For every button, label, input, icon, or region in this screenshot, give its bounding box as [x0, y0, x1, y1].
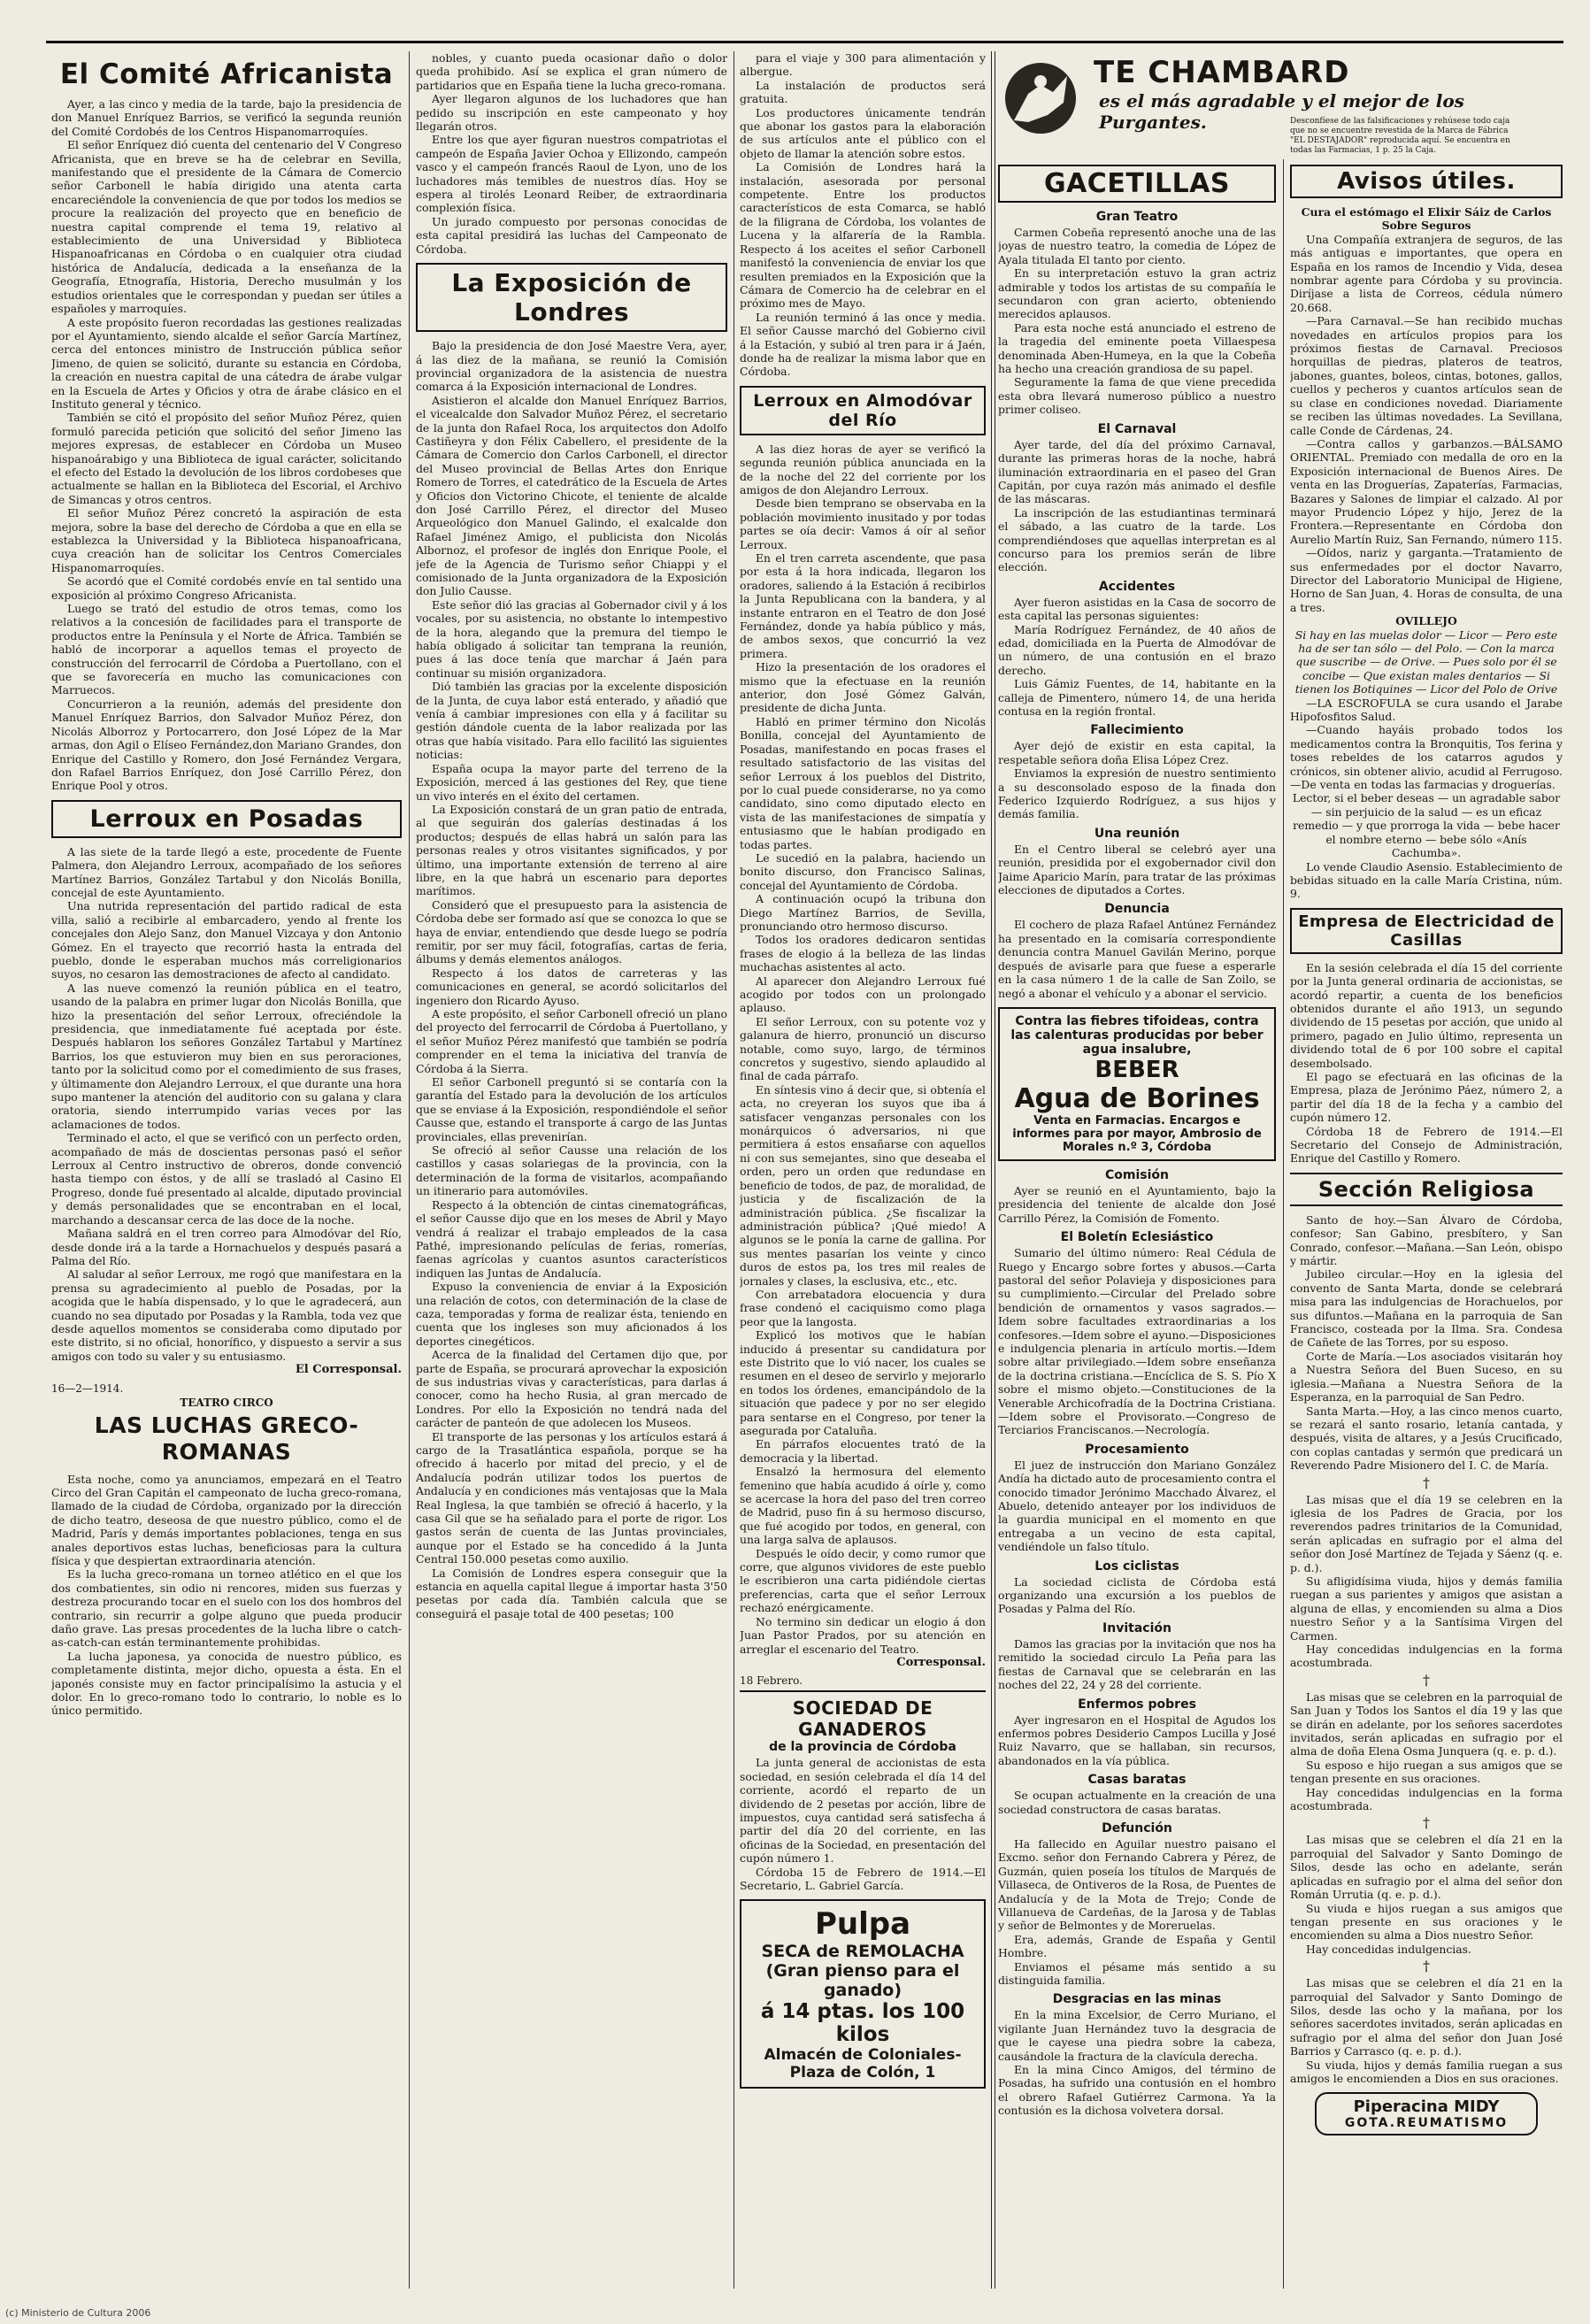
subhead-casas-baratas: Casas baratas: [1087, 1773, 1187, 1788]
headline-lerroux-posadas: Lerroux en Posadas: [51, 800, 402, 838]
paragraph: Enviamos el pésame más sentido a su distinguida familia.: [998, 1959, 1276, 1987]
item-denuncia: [998, 918, 1276, 999]
paragraph: Su viuda e hijos ruegan a sus amigos que tengan presente en sus oraciones y le encomienden su alma a Dios nuestro Señor.: [1290, 1901, 1563, 1943]
paragraph: Habló en primer término don Nicolás Bonilla, concejal del Ayuntamiento de Posadas, manifestando en pocas frases el resultado satisfactorio de las visitas del señor Lerroux á los pueblos del Distrito, por lo cual puede considerarse, no ya como candidato, sino como diputado electo en vista de las manifestaciones de simpatía y entusiasmo que le habían prodigado en todas partes.: [740, 714, 986, 851]
paragraph: Dió también las gracias por la excelente disposición de la Junta, de cuya labor está enterado, y añadió que venía á cambiar impresiones con ella y á facilitar su gestión dándole cuenta de la labor realizada por las otras que había visitado. Para ello facilitó las siguientes noticias:: [416, 680, 727, 762]
headline-avisos-utiles: Avisos útiles.: [1290, 165, 1563, 198]
paragraph: para el viaje y 300 para alimentación y albergue.: [740, 51, 986, 79]
paragraph: El juez de instrucción don Mariano González Andía ha dictado auto de procesamiento contra el conocido timador Jerónimo Macchado Álvarez, el Abuelo, detenido anteayer por los individuos de la guardia municipal en el momento en que entregaba a un vecino de esta capital, vendiéndole un falso título.: [998, 1458, 1276, 1554]
paragraph: Las misas que se celebren en la parroquial de San Juan y Todos los Santos el día 19 y las que se dirán en adelante, por los señores sacerdotes invitados, serán aplicadas en sufragio por el alma de doña Elena Osma Junquera (q. e. p. d.).: [1290, 1689, 1563, 1758]
paragraph: El señor Muñoz Pérez concretó la aspiración de esta mejora, sobre la base del derecho de Córdoba a que en ella se establezca la Universidad y la Biblioteca hispanoafricana, cuya creación han de solicitar los Centros Comerciales Hispanomarroquíes.: [51, 506, 402, 574]
kicker-teatro-circo: TEATRO CIRCO: [180, 1396, 273, 1409]
ad-te-chambard-fineprint: Desconfíese de las falsificaciones y rehúsese todo caja que no se encuentre revestida de la Marca de Fábrica "EL DESTAJADOR" reproducida aquí. Se encuentra en todas las Farmacias, 1 p. 25 la Caja.: [1290, 117, 1510, 155]
notice-sociedad-ganaderos: [740, 1756, 986, 1892]
paragraph: El señor Enríquez dió cuenta del centenario del V Congreso Africanista, que en breve se ha de celebrar en Sevilla, manifestando que el presidente de la Cámara de Comercio señor Carbonell le había dirigido una atenta carta encareciéndole la conveniencia de que por todos los medios se procure la realización del proyecto que en beneficio de nuestra capital comprende el tema 19, relativo al establecimiento de una Universidad y Biblioteca Hispanoafricanas en Córdoba o en cualquier otra ciudad histórica de Andalucía, dedicada a la enseñanza de la Geografía, Etnografía, Historia, Derecho musulmán y los estudios orientales que le correspondan y puedan ser útiles a españoles y marroquíes.: [51, 138, 402, 316]
paragraph: Respecto á los datos de carreteras y las comunicaciones en general, se acordó solicitarlos del ingeniero don Ricardo Ayuso.: [416, 966, 727, 1007]
cross-icon: †: [1423, 1958, 1430, 1975]
item-reunion: [998, 843, 1276, 897]
paragraph: Seguramente la fama de que viene precedida esta obra llevará numeroso público a nuestro primer coliseo.: [998, 375, 1276, 417]
paragraph: En síntesis vino á decir que, si obtenía el acta, no creyeran los suyos que iba á satisfacer venganzas personales con los monárquicos ó adversarios, ni que permitiera á estos ensañarse con aquellos ni con sus semejantes, sino que deseaba el orden, pero un orden que redundase en beneficio de todos, de paz, de moralidad, de justicia y de fiscalización de la administración pública. ¿Se fiscalizar la administración pública? ¡Qué miedo! A algunos se le ponía la carne de gallina. Por sus mentes pasarían los veinte y cinco duros de estos pa, los tres mil reales de jornales y clases, la esclusiva, etc., etc.: [740, 1082, 986, 1288]
paragraph: La inscripción de las estudiantinas terminará el sábado, a las cuatro de la tarde. Los comprendiéndoses que aquellas interpretan es al concurso para los premios serán de libre elección.: [998, 505, 1276, 574]
headline-luchas: LAS LUCHAS GRECO-ROMANAS: [94, 1412, 359, 1465]
paragraph: nobles, y cuanto pueda ocasionar daño o dolor queda prohibido. Así se explica el gran número de partidarios que en España tiene la lucha greco-romana.: [416, 51, 727, 92]
aviso-anis: Lector, si el beber deseas — un agradable sabor — sin perjuicio de la salud — es un eficaz remedio — y que prorroga la vida — bebe hacer el nombre eterno — bebe sólo «Anís Cachumba».: [1292, 791, 1561, 860]
ad-piperacina-midy: [1315, 2092, 1538, 2135]
cross-icon: †: [1423, 1671, 1430, 1689]
paragraph: Respecto á la obtención de cintas cinematográficas, el señor Causse dijo que en los meses de Abril y Mayo vendrá á realizar el trabajo empleados de la casa Pathé, impresionando películas de ferias, romerías, faenas agrícolas y cuantos asuntos característicos indiquen las Juntas de Andalucía.: [416, 1197, 727, 1280]
paragraph: Esta noche, como ya anunciamos, empezará en el Teatro Circo del Gran Capitán el campeonato de lucha greco-romana, llamado de la ciudad de Córdoba, organizado por la dirección de dicho teatro, deseosa de que nuestro público, como el de Madrid, París y demás importantes poblaciones, tenga en sus anales deportivos estas luchas, beneficiosas para la cultura física y que despiertan extraordinaria atención.: [51, 1472, 402, 1567]
paragraph: Su esposo e hijo ruegan a sus amigos que se tengan presente en sus oraciones.: [1290, 1758, 1563, 1786]
paragraph: Concurrieron a la reunión, además del presidente don Manuel Enríquez Barrios, don Salvador Muñoz Pérez, don Nicolás Alborroz y Portocarrero, don José López de la Mar armas, don Agil o Elíseo Fernández,don Mariano Grandes, don Enrique del Castillo y Romero, don José Fernández Vergara, don Rafael Barrios Enríquez, don José Carrillo Pérez, don Enrique Pool y otros.: [51, 696, 402, 793]
paragraph: Un jurado compuesto por personas conocidas de esta capital presidirá las luchas del Campeonato de Córdoba.: [416, 214, 727, 256]
paragraph: Los productores únicamente tendrán que abonar los gastos para la elaboración de sus artículos ante el público con el objeto de llamar la atención sobre estos.: [740, 105, 986, 160]
paragraph: España ocupa la mayor parte del terreno de la Exposición, merced á las gestiones del Rey, que tiene un vivo interés en el éxito del certamen.: [416, 761, 727, 803]
paragraph: Hay concedidas indulgencias en la forma acostumbrada.: [1290, 1643, 1563, 1670]
paragraph: El pago se efectuará en las oficinas de la Empresa, plaza de Jerónimo Páez, número 2, a partir del día 18 de la fecha y a cambio del cupón número 12.: [1290, 1069, 1563, 1125]
ad-borines-beber: BEBER: [1095, 1056, 1179, 1083]
avisos-list: [1290, 205, 1563, 901]
paragraph: Con arrebatadora elocuencia y dura frase condenó el caciquismo como plaga peor que la langosta.: [740, 1287, 986, 1328]
ad-borines-line: Contra las fiebres tifoideas, contra las calenturas producidas por beber agua insalubre,: [1010, 1013, 1264, 1057]
paragraph: La lucha japonesa, ya conocida de nuestro público, es completamente distinta, mejor dicho, opuesta a ésta. En el japonés consiste muy en factor principalísimo la astucia y el dolor. En lo greco-romano todo lo contrario, lo noble es lo único permitido.: [51, 1649, 402, 1718]
item-invitacion: [998, 1637, 1276, 1692]
aviso: —Contra callos y garbanzos.—BÁLSAMO ORIENTAL. Premiado con medalla de oro en la Exposición internacional de Buenos Aires. De venta en las Droguerías, Zapaterías, Farmacias, Bazares y Salones de limpiar el calzado. Al por mayor Prudencio López y hijo, Jerez de la Frontera.—Representante en Córdoba don Aurelio Martín Ruiz, San Fernando, número 115.: [1290, 436, 1563, 546]
article-comite-africanista: [51, 97, 402, 793]
cross-icon: †: [1423, 1814, 1430, 1832]
item-procesamiento: [998, 1458, 1276, 1554]
column-divider: [409, 51, 410, 2289]
ad-pulpa-price: á 14 ptas. los 100 kilos: [760, 2000, 965, 2047]
aviso: —Oídos, nariz y garganta.—Tratamiento de sus enfermedades por el doctor Navarro, Director del Laboratorio Municipal de Higiene, Horno de San Juan, 4. Horas de consulta, de una a tres.: [1290, 546, 1563, 614]
aviso: —Cuando hayáis probado todos los medicamentos contra la Bronquitis, Tos ferina y toses rebeldes de los catarros agudos y crónicos, sin obtener alivio, acudid al Ferrugoso.—De venta en todas las farmacias y droguerías.: [1290, 723, 1563, 792]
paragraph: La Comisión de Londres espera conseguir que la estancia en aquella capital llegue á importar hasta 3'50 pesetas por cada día. También calcula que se conseguirá el pasaje total de 400 pesetas; 100: [416, 1566, 727, 1620]
paragraph: A las siete de la tarde llegó a este, procedente de Fuente Palmera, don Alejandro Lerroux, acompañado de los señores Martínez Barrios, González Tartabul y don Nicolás Bonilla, concejal de este Ayuntamiento.: [51, 844, 402, 899]
ad-agua-borines: [998, 1007, 1276, 1161]
paragraph: La sociedad ciclista de Córdoba está organizando una excursión a los pueblos de Posadas y Palma del Río.: [998, 1574, 1276, 1616]
paragraph: Carmen Cobeña representó anoche una de las joyas de nuestro teatro, la comedia de López de Ayala titulada El tanto por ciento.: [998, 226, 1276, 266]
paragraph: Todos los oradores dedicaron sentidas frases de elogio á la belleza de las lindas muchachas asistentes al acto.: [740, 933, 986, 974]
paragraph: Se acordó que el Comité cordobés envíe en tal sentido una exposición al próximo Congreso Africanista.: [51, 574, 402, 602]
column-divider: [991, 51, 995, 2289]
paragraph: A las nueve comenzó la reunión pública en el teatro, usando de la palabra en primer lugar don Nicolás Bonilla, que hizo la presentación del señor Lerroux, ofreciéndole la presidencia, que inmediatamente fué aceptada por éste. Después hablaron los señores González Tartabul y Martínez Barrios, los que estuvieron muy bien en sus peroraciones, tanto por la solicitud como por el comedimiento de sus frases, y últimamente don Alejandro Lerroux, el que durante una hora supo mantener la atención del auditorio con su galana y clara oratoria, siendo interrumpido varias veces por las aclamaciones de todos.: [51, 981, 402, 1131]
paragraph: Hizo la presentación de los oradores el mismo que la efectuase en la reunión anterior, don José Gómez Galván, presidente de dicha Junta.: [740, 660, 986, 715]
subhead-boletin: El Boletín Eclesiástico: [1060, 1230, 1214, 1245]
subhead-enfermos: Enfermos pobres: [1078, 1697, 1196, 1712]
ad-pulpa-line: (Gran pienso para el ganado): [765, 1961, 960, 2001]
item-accidentes: [998, 596, 1276, 719]
paragraph: Su afligidísima viuda, hijos y demás familia ruegan a sus parientes y amigos que asistan a alguna de ellas, y encomienden su alma a Dios nuestro Señor y a la Santísima Virgen del Carmen.: [1290, 1574, 1563, 1643]
paragraph: Las misas que se celebren el día 21 en la parroquial del Salvador y Santo Domingo de Silos, desde las ocho y la mañana, por los señores sacerdotes invitados, serán aplicadas en sufragio por el alma del señor don Juan José Barrios y Carrasco (q. e. p. d.).: [1290, 1976, 1563, 2059]
paragraph: Este señor dió las gracias al Gobernador civil y á los vocales, por su asistencia, no obstante lo intempestivo de la hora, alegando que la premura del tiempo le había obligado á solicitar tan temprana la reunión, pues á las doce tenía que marchar á Jaén para continuar su misión organizadora.: [416, 597, 727, 680]
aviso: —Para Carnaval.—Se han recibido muchas novedades en artículos propios para los próximos fiestas de Carnaval. Preciosos horquillas de piedras, plateros de teatros, jabones, guantes, boleos, cintas, botones, gallos, cuellos y pecheros y cuantos artículos sean de su clase en condiciones novedad. Diariamente se reciben las últimas novedades. La Sevillana, calle Conde de Cárdenas, 24.: [1290, 314, 1563, 437]
paragraph: Desde bien temprano se observaba en la población movimiento inusitado y por todas partes se oía decir: Vamos á oír al señor Lerroux.: [740, 496, 986, 551]
notice-electricidad: [1290, 961, 1563, 1166]
ad-borines-address: Venta en Farmacias. Encargos e informes para por mayor, Ambrosio de Morales n.º 3, Córdoba: [1012, 1113, 1262, 1154]
ad-pulpa: [740, 1899, 986, 2089]
paragraph: Luis Gámiz Fuentes, de 14, habitante en la calleja de Pimentero, número 14, de una herida contusa en la región frontal.: [998, 677, 1276, 718]
paragraph: Ayer ingresaron en el Hospital de Agudos los enfermos pobres Desiderio Campos Lucilla y José Ruiz Navarro, que se hallaban, sin recursos, abandonados en la vía pública.: [998, 1712, 1276, 1767]
paragraph: La reunión terminó á las once y media. El señor Causse marchó del Gobierno civil á la Estación, y subió al tren para ir á Jaén, donde ha de realizar la misma labor que en Córdoba.: [740, 310, 986, 379]
ad-te-chambard-title: TE CHAMBARD: [1094, 55, 1350, 90]
paragraph: En la sesión celebrada el día 15 del corriente por la Junta general ordinaria de accionistas, se acordó repartir, a cuenta de los beneficios obtenidos durante el año 1913, un segundo dividendo de 15 pesetas por acción, que unido al primero, pagado en Julio último, representa un dividendo total de 6 por 100 sobre el capital desembolsado.: [1290, 960, 1563, 1070]
column-5: [1290, 165, 1563, 2299]
item-gran-teatro: [998, 226, 1276, 417]
article-exposicion-londres: [416, 339, 727, 1620]
paragraph: En su interpretación estuvo la gran actriz admirable y todos los artistas de su compañía le secundaron con gran acierto, obteniendo merecidos aplausos.: [998, 266, 1276, 321]
seccion-religiosa: [1290, 1213, 1563, 2086]
paragraph: Ayer dejó de existir en esta capital, la respetable señora doña Elisa López Crez.: [998, 739, 1276, 766]
paragraph: Damos las gracias por la invitación que nos ha remitido la sociedad circulo La Peña para las fiestas de Carnaval que se celebrarán en las noches del 22, 24 y 28 del corriente.: [998, 1636, 1276, 1692]
item-fallecimiento: [998, 739, 1276, 820]
paragraph: Las misas que se celebren el día 21 en la parroquial del Salvador y Santo Domingo de Silos, desde las ocho en adelante, serán aplicadas en sufragio por el alma del señor don Román Urrutia (q. e. p. d.).: [1290, 1833, 1563, 1902]
ad-piperacina-subtitle: GOTA.REUMATISMO: [1344, 2116, 1509, 2131]
paragraph: Las misas que el día 19 se celebren en la iglesia de los Padres de Gracia, por los reverendos padres trinitarios de la Comunidad, serán aplicadas en sufragio por el alma del señor don José Martínez de Tejada y Sáenz (q. e. p. d.).: [1290, 1492, 1563, 1574]
dateline: 18 Febrero.: [740, 1674, 803, 1688]
paragraph: Mañana saldrá en el tren correo para Almodóvar del Río, desde donde irá a la tarde a Hornachuelos y después pasará a Palma del Río.: [51, 1227, 402, 1267]
paragraph: El señor Carbonell preguntó si se contaría con la garantía del Estado para la devolución de los artículos que se enviase á la Exposición, respondiéndole el señor Causse que, estando el transporte á cargo de las Juntas provinciales, ellas prevenirían.: [416, 1075, 727, 1143]
horseman-illustration-icon: [1002, 58, 1079, 138]
ad-pulpa-line: SECA de REMOLACHA: [761, 1942, 964, 1962]
paragraph: María Rodríguez Fernández, de 40 años de edad, domiciliada en la Puerta de Almodóvar de un número, de una contusión en el brazo derecho.: [998, 622, 1276, 677]
paragraph: Sumario del último número: Real Cédula de Ruego y Encargo sobre fortes y abusos.—Carta pastoral del señor Polavieja y disposiciones para su cumplimiento.—Circular del Prelado sobre bendición de ornamentos y vasos sagrados.—Idem sobre facultades extraordinarias a los confesores.—Idem sobre el ayuno.—Disposiciones e indulgencia plenaria in artículo mortis.—Idem sobre altar privilegiado.—Idem sobre enseñanza de la doctrina cristiana.—Encíclica de S. S. Pío X sobre el mismo objeto.—Constituciones de la Venerable Archicofradía de la Doctrina Cristiana.—Idem sobre el Provisorato.—Congreso de Terciarios Franciscanos.—Necrología.: [998, 1246, 1276, 1437]
paragraph: La Comisión de Londres hará la instalación, asesorada por personal competente. Entre los productos característicos de esta Comarca, se habló de la filigrana de Córdoba, los volantes de Lucena y la alfarería de la Rambla. Respecto á los aceites el señor Carbonell manifestó la conveniencia de enviar los que resulten premiados en la Exposición que la Cámara de Comercio ha de celebrar en el próximo mes de Mayo.: [740, 160, 986, 311]
column-divider: [1283, 159, 1284, 2289]
paragraph: Córdoba 18 de Febrero de 1914.—El Secretario del Consejo de Administración, Enrique del Castillo y Romero.: [1290, 1124, 1563, 1166]
paragraph: Enviamos la expresión de nuestro sentimiento a su desconsolado esposo de la finada don Federico Izquierdo Rodríguez, a sus hijos y demás familia.: [998, 766, 1276, 821]
subhead-minas: Desgracias en las minas: [1052, 1992, 1222, 2007]
article-luchas: [51, 1473, 402, 1718]
subhead-defuncion: Defunción: [1102, 1820, 1172, 1835]
paragraph: Ayer tarde, del día del próximo Carnaval, durante las primeras horas de la noche, habrá iluminación extraordinaria en el paseo del Gran Capitán, por cuya razón más animado el desfile de las máscaras.: [998, 437, 1276, 506]
item-casas-baratas: [998, 1789, 1276, 1816]
paragraph: Se ofreció al señor Causse una relación de los castillos y casas solariegas de la provincia, con la determinación de la forma de visitarlos, acompañando un itinerario para automóviles.: [416, 1143, 727, 1198]
aviso-heading: OVILLEJO: [1395, 614, 1457, 628]
item-enfermos: [998, 1713, 1276, 1768]
ad-te-chambard: [998, 55, 1513, 155]
article-luchas-cont: [416, 51, 727, 256]
subhead-carnaval: El Carnaval: [1097, 421, 1177, 436]
item-comision: [998, 1184, 1276, 1225]
paragraph: El cochero de plaza Rafael Antúnez Fernández ha presentado en la comisaría correspondiente denuncia contra Manuel Gavilán Merino, porque después de avisarle para que fuese a esperarle en la casa número 1 de la calle de San Zoilo, se negó a abonar el vehículo y a abonar el servicio.: [998, 918, 1276, 1000]
paragraph: Luego se trató del estudio de otros temas, como los relativos a la concesión de facilidades para el transporte de productos entre la Península y el Norte de África. También se habló de incorporar a aquellos temas el proyecto de construcción del ferrocarril de Córdoba a Puertollano, con el que se favorecería en mucho las comunicaciones con Marruecos.: [51, 602, 402, 697]
subheadline-provincia: de la provincia de Córdoba: [769, 1740, 956, 1755]
paragraph: En el Centro liberal se celebró ayer una reunión, presidida por el exgobernador civil don Jaime Aparicio Marín, para tratar de las próximas elecciones de diputados a Cortes.: [998, 842, 1276, 897]
paragraph: Acerca de la finalidad del Certamen dijo que, por parte de España, se procurará aprovechar la exposición de sus industrias vivas y características, para darlas á conocer, como ha hecho Rusia, al gran mercado de Londres. Por ello la Exposición no tendrá nada del carácter de panteón de que adolecen los Museos.: [416, 1348, 727, 1430]
paragraph: Hay concedidas indulgencias en la forma acostumbrada.: [1290, 1785, 1563, 1813]
paragraph: Santo de hoy.—San Álvaro de Córdoba, confesor; San Gabino, presbítero, y San Conrado, confesor.—Mañana.—San León, obispo y mártir.: [1290, 1212, 1563, 1268]
paragraph: También se citó el propósito del señor Muñoz Pérez, quien formuló parecida petición que solicitó del señor Jimeno las mejores expresas, de establecer en Córdoba un Museo hispanoárabigo y una Biblioteca de igual carácter, solicitando el efecto del Estado la devolución de los libros cordobeses que actualmente se hallan en la Biblioteca del Escorial, el Archivo de Simancas y otros centros.: [51, 411, 402, 506]
paragraph: En la mina Excelsior, de Cerro Muriano, el vigilante Juan Hernández tuvo la desgracia de que le cayese una piedra sobre la cabeza, causándole la fractura de la clavícula derecha.: [998, 2008, 1276, 2063]
headline-gacetillas: GACETILLAS: [998, 165, 1276, 203]
paragraph: La instalación de productos será gratuita.: [740, 78, 986, 106]
paragraph: A este propósito, el señor Carbonell ofreció un plano del proyecto del ferrocarril de Córdoba á Puertollano, y el señor Muñoz Pérez manifestó que también se podría comprender en el tema la iniciativa del tranvía de Córdoba á la Sierra.: [416, 1007, 727, 1075]
paragraph: A continuación ocupó la tribuna don Diego Martínez Barrios, de Sevilla, pronunciando otro hermoso discurso.: [740, 892, 986, 933]
paragraph: Una nutrida representación del partido radical de esta villa, salió a recibirle al embarcadero, yendo al frente los concejales don Alejo Sanz, don Manuel Vizcaya y don Antonio Gómez. En el trayecto que recorrió hasta la entrada del pueblo, donde le esperaban muchos más correligionarios suyos, no cesaron las demostraciones de afecto al candidato.: [51, 899, 402, 981]
subhead-reunion: Una reunión: [1094, 826, 1180, 841]
item-carnaval: [998, 438, 1276, 574]
ad-pulpa-address: Almacén de Coloniales-Plaza de Colón, 1: [764, 2046, 962, 2082]
copyright-footer: (c) Ministerio de Cultura 2006: [5, 2307, 151, 2319]
column-2: [416, 51, 727, 2299]
subhead-comision: Comisión: [1105, 1167, 1169, 1182]
paragraph: En párrafos elocuentes trató de la democracia y la libertad.: [740, 1437, 986, 1465]
ad-borines-title: Agua de Borines: [1014, 1082, 1260, 1114]
paragraph: Se ocupan actualmente en la creación de una sociedad constructora de casas baratas.: [998, 1789, 1276, 1816]
subhead-invitacion: Invitación: [1102, 1620, 1171, 1635]
paragraph: Al aparecer don Alejandro Lerroux fué acogido por todos con un prolongado aplauso.: [740, 973, 986, 1015]
item-defuncion: [998, 1837, 1276, 1987]
item-minas: [998, 2008, 1276, 2117]
headline-lerroux-almodovar: Lerroux en Almodóvar del Río: [740, 386, 986, 435]
ad-piperacina-title: Piperacina MIDY: [1353, 2097, 1500, 2117]
headline-sociedad-ganaderos: SOCIEDAD DE GANADEROS: [792, 1697, 933, 1741]
divider: [740, 1690, 986, 1692]
paragraph: Al saludar al señor Lerroux, me rogó que manifestara en la prensa su agradecimiento al pueblo de Posadas, por la acogida que le había dispensado, y lo que le agradecerá, aun cuando no sea diputado por Posadas y la Rambla, toda vez que desde aquellos momentos se consideraba como diputado por este distrito, si no oficial, honorífico, y dispuesto a servir a sus amigos con todo su valer y su entusiasmo.: [51, 1267, 402, 1363]
dateline: 16—2—1914.: [51, 1381, 124, 1395]
paragraph: Ayer se reunió en el Ayuntamiento, bajo la presidencia del teniente de alcalde don José Carrillo Pérez, la Comisión de Fomento.: [998, 1183, 1276, 1225]
paragraph: A este propósito fueron recordadas las gestiones realizadas por el Ayuntamiento, siendo alcalde el señor García Martínez, cerca del entonces ministro de Instrucción pública señor Jimeno, de quien se solicitó, durante su estancia en Córdoba, la creación en nuestra capital de una cátedra de árabe vulgar en la Escuela de Artes y Oficios y otra de árabe clásico en el Instituto general y técnico.: [51, 315, 402, 411]
top-rule: [46, 41, 1563, 43]
subhead-accidentes: Accidentes: [1098, 579, 1176, 594]
column-3: [740, 51, 986, 2299]
paragraph: Hay concedidas indulgencias.: [1306, 1942, 1471, 1956]
aviso: Lo vende Claudio Asensio. Establecimiento de bebidas situado en la calle María Cristina, núm. 9.: [1290, 859, 1563, 901]
paragraph: Explicó los motivos que le habían inducido á presentar su candidatura por este Distrito que lo vió nacer, los cuales se resumen en el deseo de servirlo y mejorarlo en todos los órdenes, emancipándolo de la situación que padece y por no ser elegido para sentarse en el Congreso, por tener la asegurada por Cataluña.: [740, 1328, 986, 1437]
paragraph: Expuso la conveniencia de enviar á la Exposición una relación de cotos, con determinación de la clase de caza, temporadas y forma de realizar ésta, teniendo en cuenta que los ingleses son muy aficionados á los deportes cinegéticos.: [416, 1280, 727, 1348]
headline-exposicion-londres: La Exposición de Londres: [416, 263, 727, 332]
item-ciclistas: [998, 1575, 1276, 1616]
paragraph: El transporte de las personas y los artículos estará á cargo de la Trasatlántica española, porque se ha ofrecido á hacerlo por mitad del precio, y el de Andalucía podrán utilizar todos los puertos de Andalucía y en condiciones más ventajosas que la Mala Real Inglesa, la que también se ofreció á hacerlo, y la casa Gil que se ha señalado para el porte de rigor. Los gastos serán de cuenta de las Juntas provinciales, aunque por el Estado se ha concedido á la Junta Central 150.000 pesetas como auxilio.: [416, 1429, 727, 1566]
paragraph: En el tren carreta ascendente, que pasa por esta á la hora indicada, llegaron los oradores, saliendo á la Estación á recibirlos la Junta Republicana con la bandera, y al instante entraron en el Teatro de don José Fernández, donde ya había público y más, de ambos sexos, que concurrió la vez primera.: [740, 551, 986, 660]
column-1: [51, 51, 402, 2299]
paragraph: En la mina Cinco Amigos, del término de Posadas, ha sufrido una contusión en el hombro el obrero Rafael Gutiérrez Carmona. Ya la contusión es la dichosa volvetera dorsal.: [998, 2063, 1276, 2118]
paragraph: Entre los que ayer figuran nuestros compatriotas el campeón de España Javier Ochoa y Ellizondo, campeón vasco y el campeón francés Raoul de Lyon, uno de los luchadores más temibles de nuestros días. Hoy se espera al tirolés Leonard Reiber, de extraordinaria complexión física.: [416, 133, 727, 215]
aviso-elixir: Cura el estómago el Elixir Sáiz de Carlos: [1301, 205, 1552, 219]
subhead-denuncia: Denuncia: [1104, 902, 1170, 917]
aviso: —LA ESCROFULA se cura usando el Jarabe Hipofosfitos Salud.: [1290, 696, 1563, 724]
paragraph: Ayer, a las cinco y media de la tarde, bajo la presidencia de don Manuel Enríquez Barrios, se verificó la segunda reunión del Comité Cordobés de los Centros Hispanomarroquíes.: [51, 97, 402, 138]
paragraph: Ayer fueron asistidas en la Casa de socorro de esta capital las personas siguientes:: [998, 595, 1276, 623]
paragraph: Ayer llegaron algunos de los luchadores que han pedido su inscripción en este campeonato y hoy llegarán otros.: [416, 92, 727, 134]
paragraph: El señor Lerroux, con su potente voz y galanura de hierro, pronunció un discurso notable, como suyo, largo, de términos concretos y sugestivo, siendo aplaudido al final de cada párrafo.: [740, 1014, 986, 1083]
paragraph: Ensalzó la hermosura del elemento femenino que había acudido á oírle y, como se acercase la hora del paso del tren correo de Madrid, puso fin á su hermoso discurso, que fué acogido por todos, en general, con una larga salva de aplausos.: [740, 1465, 986, 1547]
subhead-ciclistas: Los ciclistas: [1095, 1558, 1179, 1574]
item-boletin: [998, 1246, 1276, 1437]
aviso: Una Compañía extranjera de seguros, de las más antiguas e importantes, que opera en España en los ramos de Incendio y Vida, desea nombrar agente para Córdoba y su provincia. Diríjase a lista de Correos, cédula número 20.668.: [1290, 232, 1563, 314]
subhead-procesamiento: Procesamiento: [1085, 1442, 1189, 1457]
paragraph: Corte de María.—Los asociados visitarán hoy a Nuestra Señora del Buen Suceso, en su iglesia.—Mañana a Nuestra Señora de la Esperanza, en la parroquial de San Pedro.: [1290, 1349, 1563, 1404]
paragraph: Le sucedió en la palabra, haciendo un bonito discurso, don Francisco Salinas, concejal del Ayuntamiento de Córdoba.: [740, 850, 986, 892]
paragraph: Para esta noche está anunciado el estreno de la tragedia del eminente poeta Villaespesa denominada Aben-Humeya, en la que la Cobeña ha hecho una creación grandiosa de su papel.: [998, 320, 1276, 376]
paragraph: Consideró que el presupuesto para la asistencia de Córdoba debe ser formado así que se conozca lo que se haya de enviar, entendiendo que desde luego se podría remitir, por ser muy fácil, fotografías, cartas de feria, álbums y demás elementos análogos.: [416, 897, 727, 966]
paragraph: Ha fallecido en Aguilar nuestro paisano el Excmo. señor don Fernando Cabrera y Pérez, de Guzmán, quien poseía los títulos de Marqués de Villaseca, de Ontiveros de la Rosa, de Puentes de Andalucía y de la Mota de Trejo; Conde de Villanueva de Cardeñas, de la Jarosa y de Tablas y señor de Belmontes y de Moreruelas.: [998, 1836, 1276, 1933]
paragraph: Era, además, Grande de España y Gentil Hombre.: [998, 1932, 1276, 1960]
paragraph: Terminado el acto, el que se verificó con un perfecto orden, acompañado de más de doscientas personas pasó el señor Lerroux al Centro instructivo de obreros, donde convenció hasta tiempo con éstos, y de allí se trasladó al Casino El Progreso, donde fué presentado al alcalde, diputado provincial y demás personalidades que se encontraban en el local, marchando a descansar cerca de las doce de la noche.: [51, 1131, 402, 1227]
headline-empresa-electricidad: Empresa de Electricidad de Casillas: [1290, 908, 1563, 954]
cross-icon: †: [1423, 1474, 1430, 1491]
headline-seccion-religiosa: Sección Religiosa: [1290, 1173, 1563, 1206]
paragraph: Después le oído decir, y como rumor que corre, que algunos vividores de este pueblo le escribieron una carta pidiéndole ciertas preferencias, carta que el señor Lerroux rechazó enérgicamente.: [740, 1546, 986, 1615]
paragraph: No termino sin dedicar un elogio á don Juan Pastor Prados, por su atención en arreglar el escenario del Teatro.: [740, 1614, 986, 1656]
article-lerroux-almodovar: [740, 442, 986, 1670]
byline: El Corresponsal.: [295, 1363, 402, 1377]
paragraph: Es la lucha greco-romana un torneo atlético en el que los dos combatientes, sin odio ni rencores, miden sus fuerzas y destreza procurando tocar en el suelo con los dos hombros del contrario, sin recurrir a golpe alguno que pueda producir daño grave. Las presas procedentes de la lucha libre o catch-as-catch-can están terminantemente prohibidas.: [51, 1567, 402, 1650]
paragraph: Bajo la presidencia de don José Maestre Vera, ayer, á las diez de la mañana, se reunió la Comisión provincial organizadora de la asistencia de nuestra comarca á la Exposición internacional de Londres.: [416, 339, 727, 394]
paragraph: La junta general de accionistas de esta sociedad, en sesión celebrada el día 14 del corriente, acordó el reparto de un dividendo de 2 pesetas por acción, libre de impuestos, cuya cantidad será satisfecha á partir del día 20 del corriente, en las oficinas de la Sociedad, en presentación del cupón número 1.: [740, 1756, 986, 1866]
paragraph: A las diez horas de ayer se verificó la segunda reunión pública anunciada en la de la noche del 22 del corriente por los amigos de don Alejandro Lerroux.: [740, 442, 986, 496]
subhead-fallecimiento: Fallecimiento: [1090, 723, 1184, 738]
ad-pulpa-title: Pulpa: [814, 1906, 911, 1943]
aviso-ovillejo: Si hay en las muelas dolor — Licor — Pero este ha de ser tan sólo — del Polo. — Con la marca que suscribe — de Orive. — Pues solo por él se concibe — Que existan males dentarios — Si tienen los Botiquines — Licor del Polo de Orive: [1294, 627, 1558, 696]
paragraph: Córdoba 15 de Febrero de 1914.—El Secretario, L. Gabriel García.: [740, 1865, 986, 1892]
ad-te-chambard-tagline: es el más agradable y el mejor de los Purgantes.: [1099, 90, 1464, 133]
paragraph: Su viuda, hijos y demás familia ruegan a sus amigos le encomienden a Dios en sus oraciones.: [1290, 2058, 1563, 2085]
column-4: [998, 165, 1276, 2299]
paragraph: La Exposición constará de un gran patio de entrada, al que seguirán dos galerías destinadas á los productos; después de ellas habrá un salón para las personas reales y otros visitantes significados, y por último, una importante extensión de terreno al aire libre, en la que habrá un escenario para deportes marítimos.: [416, 802, 727, 898]
paragraph: Jubileo circular.—Hoy en la iglesia del convento de Santa Marta, donde se celebrará misa para las indulgencias de Horachuelos, por sus difuntos.—Mañana en la parroquia de San Francisco, costeada por la Ilma. Sra. Condesa de Cañete de las Torres, por su esposo.: [1290, 1267, 1563, 1350]
byline: Corresponsal.: [896, 1655, 986, 1669]
headline-comite-africanista: El Comité Africanista: [59, 58, 394, 90]
article-lerroux-posadas: [51, 845, 402, 1377]
paragraph: Asistieron el alcalde don Manuel Enríquez Barrios, el vicealcalde don Salvador Muñoz Pérez, el secretario de la junta don Rafael Roca, los arquitectos don Adolfo Castiñeyra y don Félix Cabellero, el presidente de la Cámara de Comercio don Carlos Carbonell, el director del Museo provincial de Bellas Artes don Enrique Romero de Torres, el catedrático de la Escuela de Artes y Oficios don Victorino Chicote, el teniente de alcalde don José Carrillo Pérez, el director del Museo Arqueológico don Manuel Galindo, el exalcalde don Rafael Jiménez Amigo, el publicista don Nicolás Albornoz, el profesor de inglés don Enrique Poole, el jefe de la Agencia de Turismo señor Chiappi y el comisionado de la Junta organizadora de la Exposición don Julio Causse.: [416, 393, 727, 598]
article-exposicion-cont: [740, 51, 986, 379]
paragraph: Santa Marta.—Hoy, a las cinco menos cuarto, se rezará el santo rosario, letanía cantada, y después, visita de altares, y a Jesús Crucificado, con coplas cantadas y sermón que predicará un Reverendo Padre Misionero del I. C. de María.: [1290, 1404, 1563, 1473]
subhead-gran-teatro: Gran Teatro: [1095, 210, 1179, 224]
aviso-heading: Sobre Seguros: [1381, 219, 1471, 233]
